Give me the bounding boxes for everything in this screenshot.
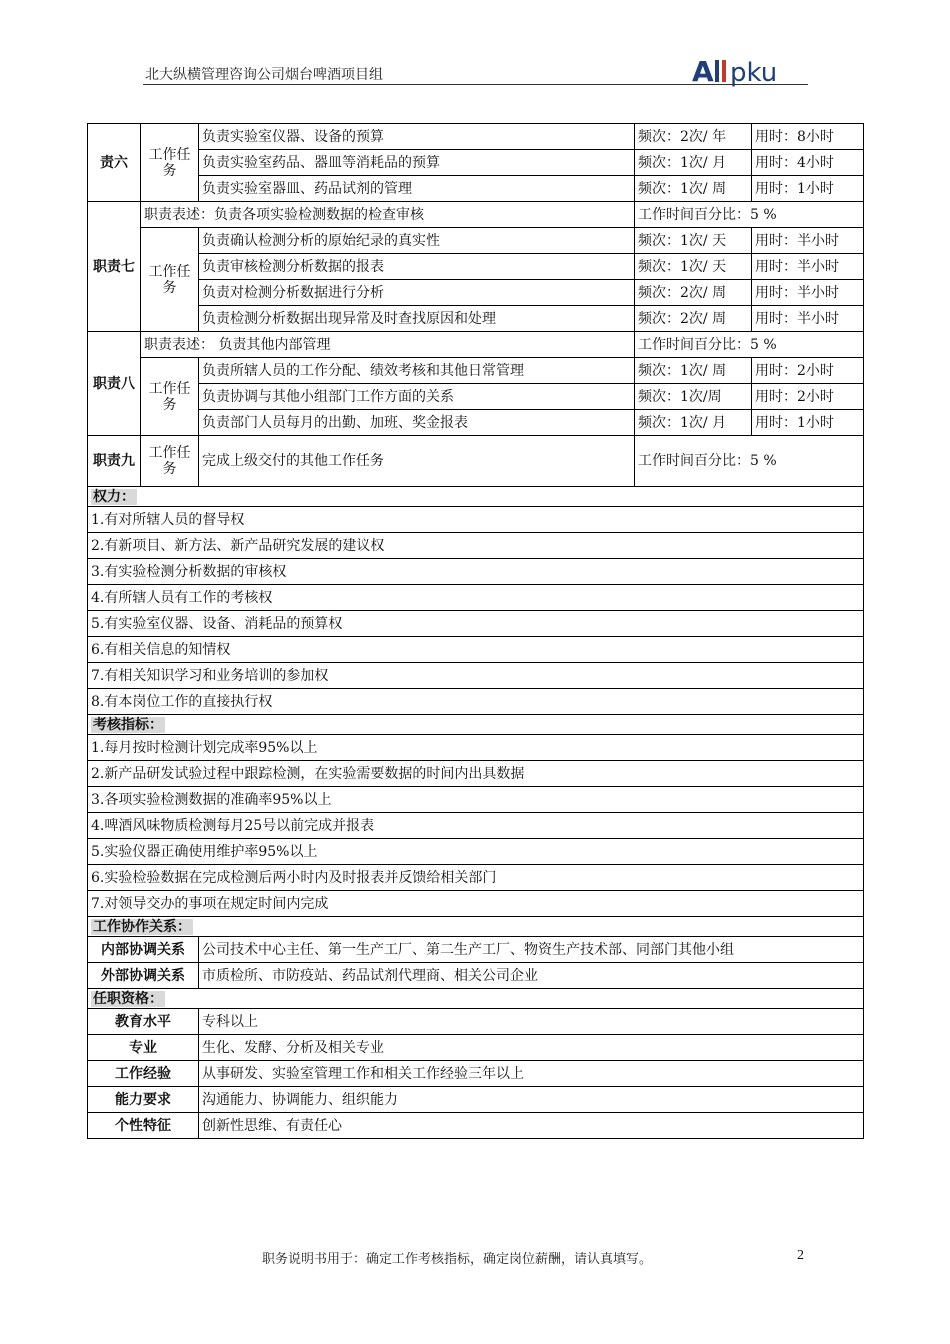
page-number: 2 [797, 1248, 804, 1263]
power-item: 5.有实验室仪器、设备、消耗品的预算权 [88, 611, 864, 637]
resp9-task-label: 工作任务 [141, 436, 199, 487]
resp6-task-freq: 频次：1次/ 月 [635, 150, 752, 176]
resp7-task-freq: 频次：1次/ 天 [635, 228, 752, 254]
kpi-item: 2.新产品研发试验过程中跟踪检测，在实验需要数据的时间内出具数据 [88, 761, 864, 787]
kpi-row [88, 735, 864, 761]
resp6-task-time: 用时：8小时 [752, 124, 864, 150]
resp7-task-freq: 频次：2次/ 周 [635, 280, 752, 306]
resp8-task-desc: 负责部门人员每月的出勤、加班、奖金报表 [199, 410, 635, 436]
qualification-label: 个性特征 [88, 1113, 199, 1139]
resp7-row [88, 228, 864, 254]
resp7-task-time: 用时：半小时 [752, 228, 864, 254]
kpi-item: 5.实验仪器正确使用维护率95%以上 [88, 839, 864, 865]
qualification-label: 能力要求 [88, 1087, 199, 1113]
header-title: 北大纵横管理咨询公司烟台啤酒项目组 [145, 67, 383, 83]
qualification-row [88, 1087, 864, 1113]
kpi-row [88, 761, 864, 787]
resp6-row [88, 176, 864, 202]
external-coop-row [88, 963, 864, 989]
cooperation-header [88, 917, 864, 937]
power-row [88, 689, 864, 715]
resp7-statement: 职责表述：负责各项实验检测数据的检查审核 [141, 202, 635, 228]
resp8-row [88, 410, 864, 436]
qualification-value: 沟通能力、协调能力、组织能力 [199, 1087, 864, 1113]
resp8-row [88, 384, 864, 410]
qualifications-title: 任职资格： [93, 990, 163, 1007]
qualification-label: 专业 [88, 1035, 199, 1061]
kpi-item: 1.每月按时检测计划完成率95%以上 [88, 735, 864, 761]
power-item: 4.有所辖人员有工作的考核权 [88, 585, 864, 611]
resp7-task-time: 用时：半小时 [752, 254, 864, 280]
resp8-task-desc: 负责协调与其他小组部门工作方面的关系 [199, 384, 635, 410]
power-item: 6.有相关信息的知情权 [88, 637, 864, 663]
resp8-task-time: 用时：2小时 [752, 358, 864, 384]
power-row [88, 611, 864, 637]
resp7-task-label: 工作任务 [141, 228, 199, 332]
resp6-row [88, 150, 864, 176]
resp9-label: 职责九 [88, 436, 141, 487]
powers-title: 权力： [93, 488, 135, 505]
kpi-row [88, 813, 864, 839]
resp9-desc: 完成上级交付的其他工作任务 [199, 436, 635, 487]
resp6-task-desc: 负责实验室器皿、药品试剂的管理 [199, 176, 635, 202]
external-coop-value: 市质检所、市防疫站、药品试剂代理商、相关公司企业 [199, 963, 864, 989]
resp8-task-freq: 频次：1次/ 周 [635, 358, 752, 384]
resp7-row [88, 280, 864, 306]
qualification-row [88, 1009, 864, 1035]
power-row [88, 663, 864, 689]
resp8-task-desc: 负责所辖人员的工作分配、绩效考核和其他日常管理 [199, 358, 635, 384]
header-rule [143, 84, 808, 85]
resp6-task-desc: 负责实验室药品、器皿等消耗品的预算 [199, 150, 635, 176]
resp7-task-time: 用时：半小时 [752, 306, 864, 332]
internal-coop-label: 内部协调关系 [88, 937, 199, 963]
qualification-row [88, 1113, 864, 1139]
job-description-table [87, 123, 864, 1139]
power-item: 7.有相关知识学习和业务培训的参加权 [88, 663, 864, 689]
power-row [88, 533, 864, 559]
qualification-value: 创新性思维、有责任心 [199, 1113, 864, 1139]
company-logo [690, 54, 808, 88]
power-row [88, 507, 864, 533]
kpi-row [88, 891, 864, 917]
kpi-item: 3.各项实验检测数据的准确率95%以上 [88, 787, 864, 813]
resp8-task-label: 工作任务 [141, 358, 199, 436]
resp7-row [88, 202, 864, 228]
kpis-title: 考核指标： [93, 716, 163, 733]
power-item: 3.有实验检测分析数据的审核权 [88, 559, 864, 585]
kpi-item: 6.实验检验数据在完成检测后两小时内及时报表并反馈给相关部门 [88, 865, 864, 891]
kpi-item: 4.啤酒风味物质检测每月25号以前完成并报表 [88, 813, 864, 839]
resp7-task-desc: 负责确认检测分析的原始纪录的真实性 [199, 228, 635, 254]
resp6-task-time: 用时：1小时 [752, 176, 864, 202]
external-coop-label: 外部协调关系 [88, 963, 199, 989]
resp7-percent: 工作时间百分比：5 % [635, 202, 864, 228]
resp7-task-desc: 负责检测分析数据出现异常及时查找原因和处理 [199, 306, 635, 332]
svg-text:pku: pku [730, 58, 778, 88]
resp6-task-desc: 负责实验室仪器、设备的预算 [199, 124, 635, 150]
internal-coop-value: 公司技术中心主任、第一生产工厂、第二生产工厂、物资生产技术部、同部门其他小组 [199, 937, 864, 963]
qualification-label: 工作经验 [88, 1061, 199, 1087]
resp6-task-freq: 频次：1次/ 周 [635, 176, 752, 202]
kpi-row [88, 865, 864, 891]
resp7-task-desc: 负责对检测分析数据进行分析 [199, 280, 635, 306]
resp8-row [88, 332, 864, 358]
resp6-task-freq: 频次：2次/ 年 [635, 124, 752, 150]
resp6-task-time: 用时：4小时 [752, 150, 864, 176]
resp6-row [88, 124, 864, 150]
resp8-task-freq: 频次：1次/ 月 [635, 410, 752, 436]
power-item: 8.有本岗位工作的直接执行权 [88, 689, 864, 715]
cooperation-title: 工作协作关系： [93, 918, 191, 935]
qualification-row [88, 1061, 864, 1087]
svg-text:A: A [692, 55, 714, 88]
kpi-row [88, 787, 864, 813]
resp6-label: 责六 [88, 124, 141, 202]
resp7-row [88, 254, 864, 280]
resp9-row [88, 436, 864, 487]
kpi-row [88, 839, 864, 865]
resp7-task-desc: 负责审核检测分析数据的报表 [199, 254, 635, 280]
resp8-task-time: 用时：2小时 [752, 384, 864, 410]
kpi-item: 7.对领导交办的事项在规定时间内完成 [88, 891, 864, 917]
resp8-percent: 工作时间百分比：5 % [635, 332, 864, 358]
resp8-label: 职责八 [88, 332, 141, 436]
resp7-label: 职责七 [88, 202, 141, 332]
resp8-task-time: 用时：1小时 [752, 410, 864, 436]
resp9-percent: 工作时间百分比：5 % [635, 436, 864, 487]
resp8-statement: 职责表述： 负责其他内部管理 [141, 332, 635, 358]
qualification-value: 生化、发酵、分析及相关专业 [199, 1035, 864, 1061]
resp7-row [88, 306, 864, 332]
qualification-label: 教育水平 [88, 1009, 199, 1035]
resp6-task-label: 工作任务 [141, 124, 199, 202]
qualifications-header [88, 989, 864, 1009]
qualification-value: 从事研发、实验室管理工作和相关工作经验三年以上 [199, 1061, 864, 1087]
power-item: 2.有新项目、新方法、新产品研究发展的建议权 [88, 533, 864, 559]
resp7-task-time: 用时：半小时 [752, 280, 864, 306]
qualification-row [88, 1035, 864, 1061]
internal-coop-row [88, 937, 864, 963]
powers-header [88, 487, 864, 507]
resp7-task-freq: 频次：1次/ 天 [635, 254, 752, 280]
kpis-header [88, 715, 864, 735]
footer-note: 职务说明书用于：确定工作考核指标，确定岗位薪酬，请认真填写。 [262, 1252, 653, 1267]
resp8-row [88, 358, 864, 384]
resp8-task-freq: 频次：1次/周 [635, 384, 752, 410]
power-item: 1.有对所辖人员的督导权 [88, 507, 864, 533]
resp7-task-freq: 频次：2次/ 周 [635, 306, 752, 332]
power-row [88, 637, 864, 663]
power-row [88, 585, 864, 611]
power-row [88, 559, 864, 585]
qualification-value: 专科以上 [199, 1009, 864, 1035]
